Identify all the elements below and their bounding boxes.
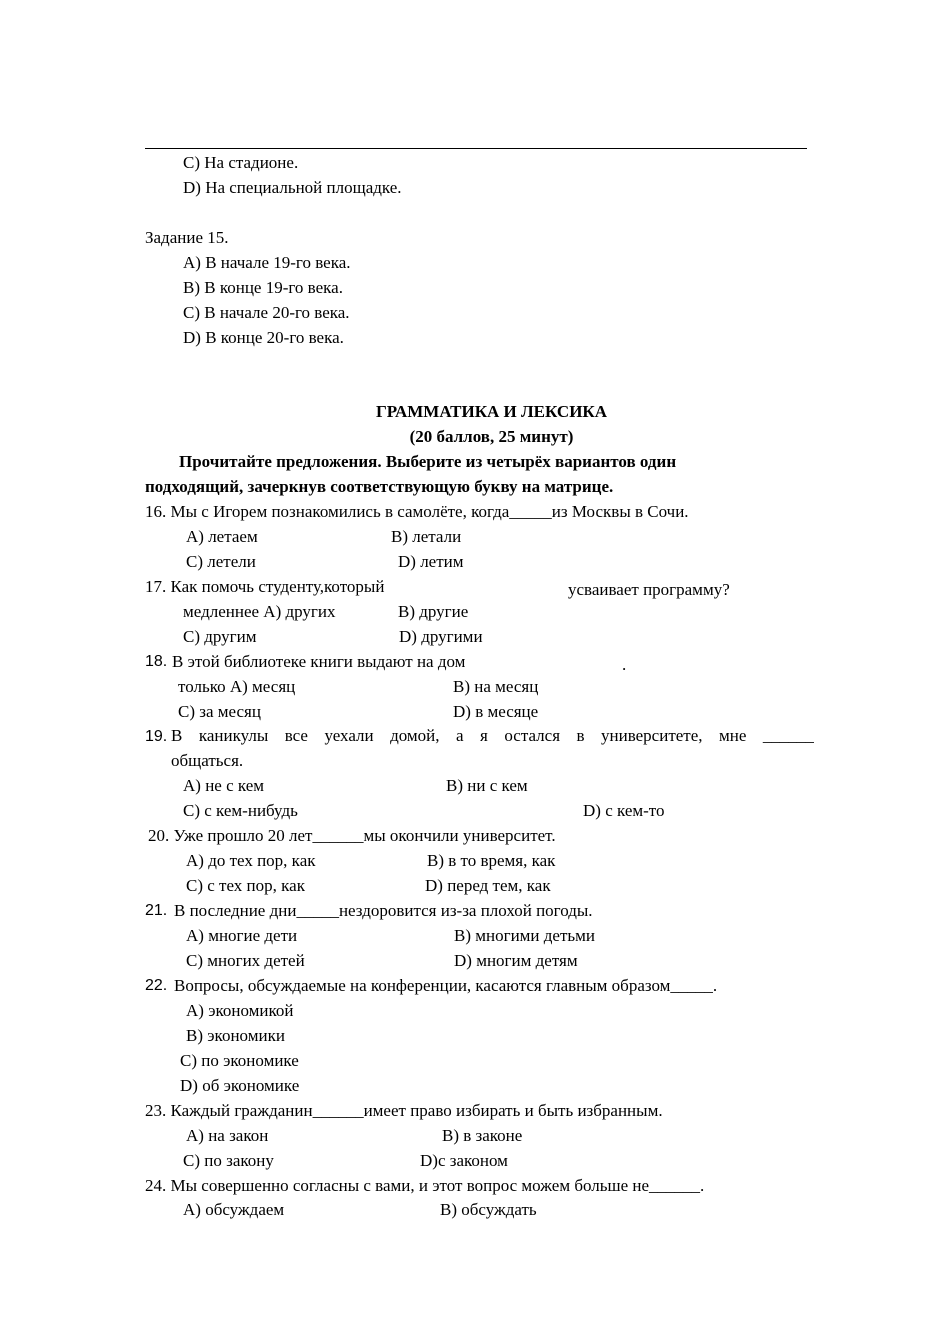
q16-option-d: D) летим xyxy=(398,552,464,571)
q21-number: 21. xyxy=(145,902,168,919)
q17-tail: усваивает программу? xyxy=(568,580,730,599)
q22-option-a: A) экономикой xyxy=(186,1001,294,1020)
q17-option-b: B) другие xyxy=(398,602,469,621)
task15-option-c: C) В начале 20-го века. xyxy=(183,303,350,322)
section-heading: ГРАММАТИКА И ЛЕКСИКА xyxy=(375,402,608,421)
q23-text: 23. Каждый гражданин______имеет право избирать и быть избранным. xyxy=(145,1101,663,1120)
q17-line2-option-a: медленнее A) других xyxy=(183,602,336,621)
q18-line2-option-a: только A) месяц xyxy=(178,677,296,696)
q20-text: 20. Уже прошло 20 лет______мы окончили университет. xyxy=(148,826,556,845)
prev-option-c: C) На стадионе. xyxy=(183,153,299,172)
q19-option-c: C) с кем-нибудь xyxy=(183,801,298,820)
q21-option-b: B) многими детьми xyxy=(454,926,596,945)
q21-option-c: C) многих детей xyxy=(186,951,305,970)
q19-word: а xyxy=(456,726,464,745)
q18-number: 18. xyxy=(145,653,168,670)
q24-option-b: B) обсуждать xyxy=(440,1200,537,1219)
q23-option-a: A) на закон xyxy=(186,1126,269,1145)
q18-dot: . xyxy=(622,655,627,674)
q19-word: В xyxy=(171,726,183,745)
q17-text: 17. Как помочь студенту,который xyxy=(145,577,385,596)
q19-blank: ______ xyxy=(762,726,814,745)
task15-title: Задание 15. xyxy=(145,228,229,247)
q23-option-d: D)с законом xyxy=(420,1151,508,1170)
q20-option-b: B) в то время, как xyxy=(427,851,556,870)
prev-option-d: D) На специальной площадке. xyxy=(183,178,402,197)
q19-word: все xyxy=(284,726,308,745)
q22-option-b: B) экономики xyxy=(186,1026,285,1045)
q23-option-b: B) в законе xyxy=(442,1126,523,1145)
task15-option-b: B) В конце 19-го века. xyxy=(183,278,343,297)
q22-option-d: D) об экономике xyxy=(180,1076,300,1095)
header-rule xyxy=(145,148,807,149)
q19-word: университете, xyxy=(601,726,703,745)
q19-word: мне xyxy=(719,726,747,745)
q17-option-c: C) другим xyxy=(183,627,257,646)
q19-word: остался xyxy=(504,726,561,745)
q20-option-d: D) перед тем, как xyxy=(425,876,551,895)
q19-word: я xyxy=(480,726,488,745)
q19-word: домой, xyxy=(390,726,440,745)
q16-option-a: A) летаем xyxy=(186,527,258,546)
q22-number: 22. xyxy=(145,977,168,994)
q21-option-d: D) многим детям xyxy=(454,951,578,970)
q18-option-d: D) в месяце xyxy=(453,702,539,721)
task15-option-d: D) В конце 20-го века. xyxy=(183,328,344,347)
q19-option-b: B) ни с кем xyxy=(446,776,528,795)
section-points: (20 баллов, 25 минут) xyxy=(409,427,574,446)
q20-option-a: A) до тех пор, как xyxy=(186,851,316,870)
q24-option-a: A) обсуждаем xyxy=(183,1200,285,1219)
task15-option-a: A) В начале 19-го века. xyxy=(183,253,351,272)
q16-text: 16. Мы с Игорем познакомились в самолёте, когда_____из Москвы в Сочи. xyxy=(145,502,689,521)
q22-text: Вопросы, обсуждаемые на конференции, касаются главным образом_____. xyxy=(174,976,718,995)
q19-number: 19. xyxy=(145,728,168,745)
q18-text: В этой библиотеке книги выдают на дом xyxy=(172,652,466,671)
q19-word: в xyxy=(576,726,585,745)
q20-option-c: C) с тех пор, как xyxy=(186,876,305,895)
q19-option-a: A) не с кем xyxy=(183,776,265,795)
q19-continuation: общаться. xyxy=(171,751,244,770)
instruction-line-2: подходящий, зачеркнув соответствующую букву на матрице. xyxy=(145,477,614,496)
q18-option-c: C) за месяц xyxy=(178,702,261,721)
q18-option-b: B) на месяц xyxy=(453,677,539,696)
q23-option-c: C) по закону xyxy=(183,1151,274,1170)
q19-option-d: D) с кем-то xyxy=(583,801,665,820)
q17-option-d: D) другими xyxy=(399,627,483,646)
q16-option-b: B) летали xyxy=(391,527,462,546)
instruction-line-1: Прочитайте предложения. Выберите из четырёх вариантов один xyxy=(179,452,677,471)
q22-option-c: C) по экономике xyxy=(180,1051,299,1070)
q24-text: 24. Мы совершенно согласны с вами, и этот вопрос можем больше не______. xyxy=(145,1176,705,1195)
q19-text xyxy=(171,726,814,746)
q21-option-a: A) многие дети xyxy=(186,926,298,945)
q21-text: В последние дни_____нездоровится из-за плохой погоды. xyxy=(174,901,593,920)
q19-word: каникулы xyxy=(198,726,269,745)
q16-option-c: C) летели xyxy=(186,552,256,571)
q19-word: уехали xyxy=(324,726,374,745)
